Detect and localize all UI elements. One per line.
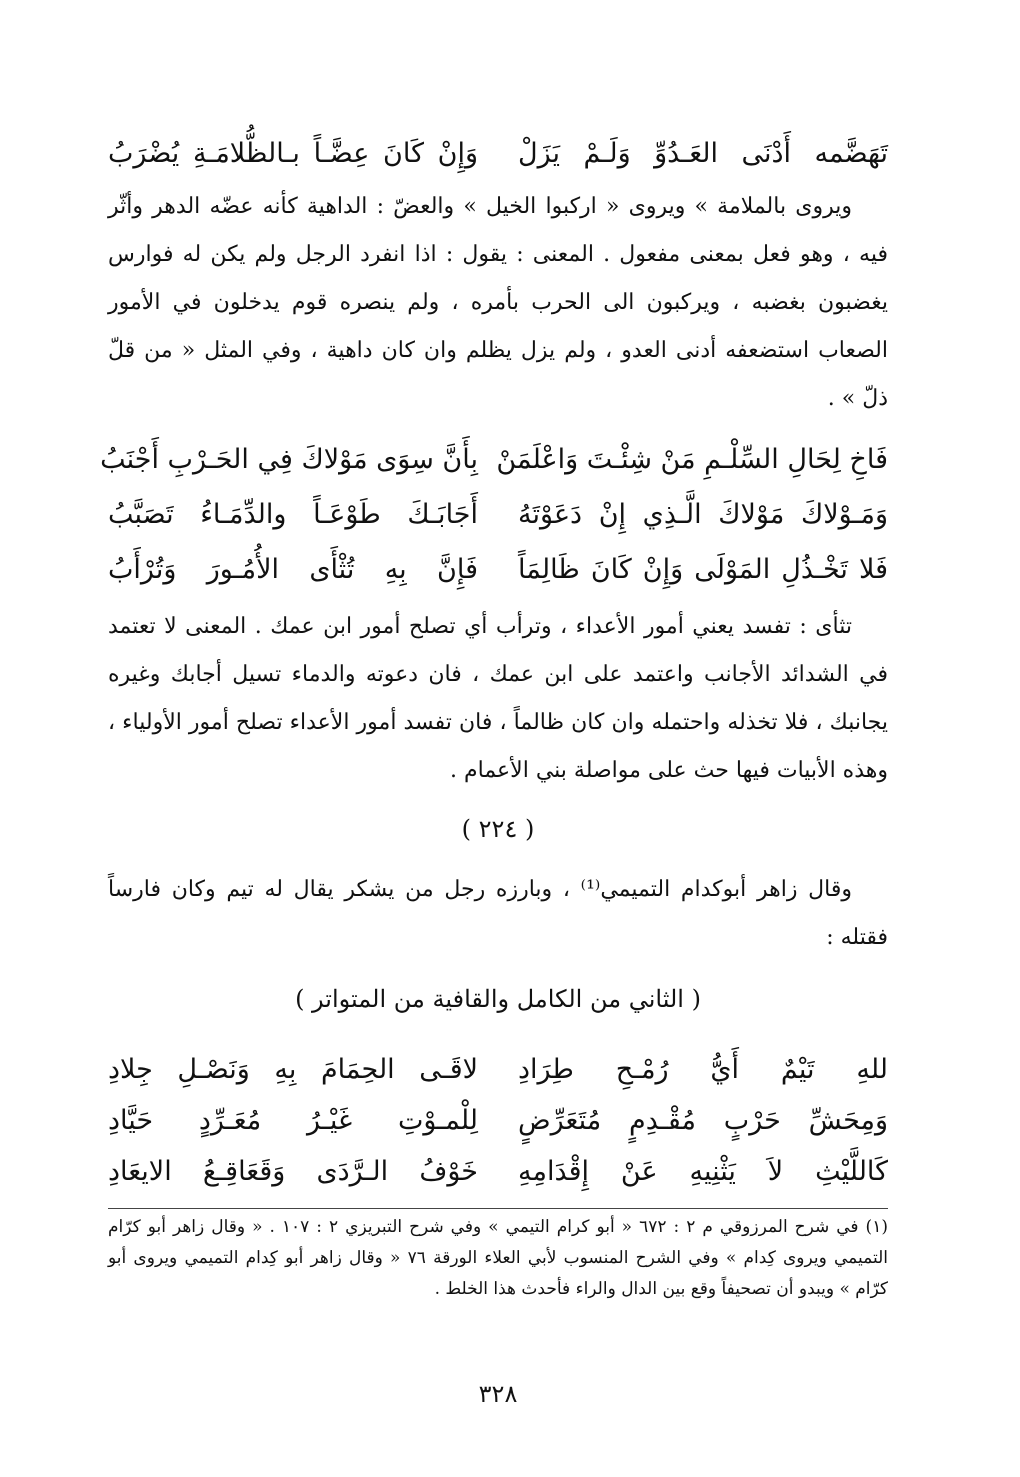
verse-second-hemistich: لاقَـى الحِمَامَ بِهِ وَنَصْـلِ جِلادِ xyxy=(108,1053,478,1085)
poem-intro xyxy=(108,866,888,962)
commentary-paragraph xyxy=(108,183,888,423)
verse-first-hemistich: وَمِحَشِّ حَرْبٍ مُقْـدِمٍ مُتَعَرِّضٍ xyxy=(518,1104,888,1136)
verse-second-hemistich: خَوْفُ الـرَّدَى وَقَعَاقِـعُ الايعَادِ xyxy=(108,1155,478,1187)
verse-line xyxy=(108,1145,888,1197)
verse-line xyxy=(100,433,888,485)
commentary-text: تثأى : تفسد يعني أمور الأعداء ، وترأب أي تصلح أمور ابن عمك . المعنى لا تعتمد في الشدائد الأجانب واعتمد على ابن عمك ، فان دعوته والدماء تسيل أجابك وغيره يجانبك ، فلا تخذله واحتمله وان كان ظالماً ، فان تفسد أمور الأعداء تصلح أمور الأولياء ، وهذه الأبيات فيها حث على مواصلة بني الأعمام . xyxy=(108,614,888,783)
verse-line xyxy=(108,1043,888,1095)
verse-first-hemistich: كَاللَّيْثِ لاَ يَثْنِيهِ عَنْ إِقْدَامِهِ xyxy=(518,1155,888,1187)
commentary-text: ويروى بالملامة » ويروى « اركبوا الخيل » والعضّ : الداهية كأنه عضّه الدهر وأثّر فيه ، وهو فعل بمعنى مفعول . المعنى : يقول : اذا انفرد الرجل ولم يكن له فوارس يغضبون بغضبه ، ويركبون الى الحرب بأمره ، ولم ينصره قوم يدخلون في الأمور الصعاب استضعفه أدنى العدو ، ولم يزل يظلم وان كان داهية ، وفي المثل « من قلّ ذلّ » . xyxy=(108,194,888,411)
poem-number: ( ٢٢٤ ) xyxy=(461,815,535,843)
verse-second-hemistich: لِلْمـوْتِ غَيْـرُ مُعَـرِّدٍ حَيَّادِ xyxy=(108,1104,478,1136)
meter-heading: ( الثاني من الكامل والقافية من المتواتر ) xyxy=(295,985,701,1013)
verse-second-hemistich: أَجَابَـكَ طَوْعَـاً والدِّمَـاءُ تَصَبَّبُ xyxy=(108,498,478,530)
page-number: ٣٢٨ xyxy=(478,1380,518,1408)
intro-text: وقال زاهر أبوكدام التميمي⁽¹⁾ ، وبارزه رجل من يشكر يقال له تيم وكان فارساً فقتله : xyxy=(108,877,888,950)
verse-first-hemistich: فَاخِ لِحَالِ السِّلْـمِ مَنْ شِئْـتَ وَاعْلَمَنْ xyxy=(496,443,888,475)
verse-line xyxy=(108,127,888,179)
verse-second-hemistich: وَإِنْ كَانَ عِضَّـاً بـالظُّلامَـةِ يُضْرَبُ xyxy=(108,137,478,169)
verse-first-hemistich: للهِ تَيْمٌ أَيُّ رُمْـحِ طِرَادِ xyxy=(518,1053,888,1085)
verse-first-hemistich: فَلا تَخْـذُلِ المَوْلَى وَإِنْ كَانَ ظَالِمَاً xyxy=(518,553,888,585)
footnote: (١) في شرح المرزوقي م ٢ : ٦٧٢ « أبو كرام التيمي » وفي شرح التبريزي ٢ : ١٠٧ . « وقال زاهر أبو كرّام التميمي ويروى كِدام » وفي الشرح المنسوب لأبي العلاء الورقة ٧٦ « وقال زاهر أبو كِدام التميمي ويروى أبو كرّام » ويبدو أن تصحيفاً وقع بين الدال والراء فأحدث هذا الخلط . xyxy=(108,1217,888,1299)
commentary-paragraph xyxy=(108,603,888,795)
verse-line xyxy=(108,1094,888,1146)
verse-first-hemistich: وَمَـوْلاكَ مَوْلاكَ الَّـذِي إِنْ دَعَوْتَهُ xyxy=(518,498,888,530)
footnote-divider xyxy=(108,1208,888,1209)
verse-second-hemistich: بِأَنَّ سِوَى مَوْلاكَ فِي الحَـرْبِ أَجْنَبُ xyxy=(100,443,478,475)
verse-first-hemistich: تَهَضَّمه أَدْنَى العَـدُوِّ وَلَـمْ يَزَلْ xyxy=(518,137,888,169)
verse-line xyxy=(108,488,888,540)
verse-second-hemistich: فَإِنَّ بِهِ تُثْأَى الأُمُـورَ وَتُرْأَبُ xyxy=(108,553,478,585)
verse-line xyxy=(108,543,888,595)
